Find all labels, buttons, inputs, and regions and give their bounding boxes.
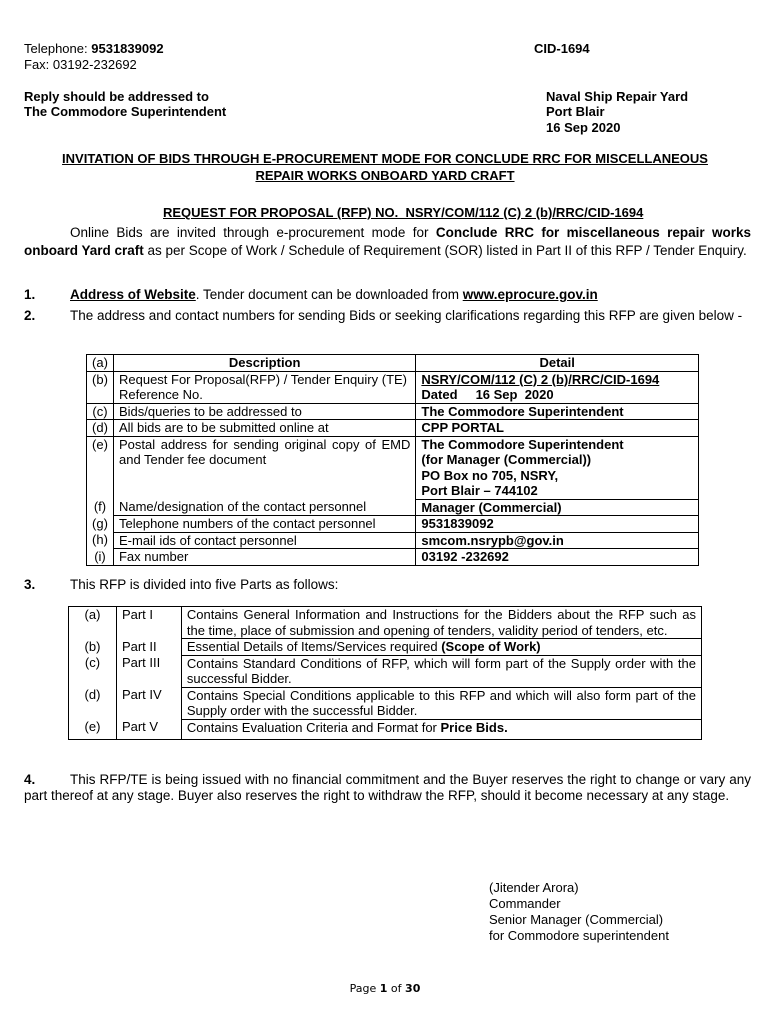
table-cell-key: (h) xyxy=(87,532,114,549)
rfp-reference: NSRY/COM/112 (C) 2 (b)/RRC/CID-1694 xyxy=(421,371,660,387)
fax-label: Fax: xyxy=(24,57,50,72)
telephone-line xyxy=(24,41,164,56)
table-cell-key: (d) xyxy=(87,420,114,437)
para-1 xyxy=(70,287,598,302)
table-row xyxy=(87,499,699,516)
detail-header: Detail xyxy=(416,355,699,372)
signature-block xyxy=(489,880,669,944)
para-3-text: This RFP is divided into five Parts as follows: xyxy=(70,577,339,592)
website-link[interactable]: www.eprocure.gov.in xyxy=(462,287,598,302)
intro-text-2: as per Scope of Work / Schedule of Requirement (SOR) listed in Part II of this RFP / Tender Enquiry. xyxy=(143,243,747,258)
table-row xyxy=(87,403,699,420)
part-desc-text: Contains Evaluation Criteria and Format for xyxy=(186,719,441,735)
table-row xyxy=(69,687,702,719)
org-line-2: Port Blair xyxy=(546,104,605,119)
fax-number: 03192-232692 xyxy=(52,57,137,72)
para-4-number: 4. xyxy=(24,772,36,787)
table-cell-detail[interactable]: smcom.nsrypb@gov.in xyxy=(416,532,699,549)
table-cell-desc: Bids/queries to be addressed to xyxy=(113,403,415,420)
table-cell-key: (c) xyxy=(87,403,114,420)
table-cell-desc: Postal address for sending original copy of EMD and Tender fee document xyxy=(113,436,415,499)
page-of-label: of xyxy=(387,982,406,995)
table-row xyxy=(87,371,699,403)
table-row xyxy=(87,355,699,372)
table-row xyxy=(87,436,699,499)
telephone-label: Telephone: xyxy=(24,41,88,56)
table-cell-key: (d) xyxy=(69,687,117,719)
table-row xyxy=(69,639,702,656)
table-cell-detail: 03192 -232692 xyxy=(416,549,699,566)
para-3-number: 3. xyxy=(24,577,36,592)
table-cell-key: (i) xyxy=(87,549,114,566)
table-cell-desc: Contains Special Conditions applicable to this RFP and which will also form part of the Supply order with the successful Bidder. xyxy=(181,687,701,719)
detail-line: (for Manager (Commercial)) xyxy=(421,452,592,467)
table-cell-detail xyxy=(416,436,699,499)
intro-bold-text: Conclude RRC for miscellaneous repair works onboard Yard craft xyxy=(24,225,751,258)
signatory-for-line: for Commodore superintendent xyxy=(489,928,669,943)
detail-line: PO Box no 705, NSRY, xyxy=(421,467,559,483)
part-desc-text: Essential Details of Items/Services required xyxy=(186,639,442,654)
cid-number: CID-1694 xyxy=(534,41,590,56)
part-desc-bold: Price Bids. xyxy=(440,719,508,735)
table-row xyxy=(69,607,702,639)
table-row xyxy=(69,719,702,740)
fax-line xyxy=(24,57,137,72)
intro-text-1: Online Bids are invited through e-procurement mode for xyxy=(70,225,436,240)
para-2 xyxy=(24,307,751,324)
para-2-number: 2. xyxy=(24,308,36,323)
table-cell-key: (b) xyxy=(87,371,114,403)
signatory-name: (Jitender Arora) xyxy=(489,880,579,895)
table-cell-desc: Request For Proposal(RFP) / Tender Enquiry (TE) Reference No. xyxy=(113,371,415,403)
table-cell-key: (g) xyxy=(87,516,114,533)
table-cell-detail: Manager (Commercial) xyxy=(416,499,699,516)
table-cell-desc: Fax number xyxy=(113,549,415,566)
intro-paragraph xyxy=(24,224,751,260)
para-4 xyxy=(24,772,751,804)
table-row xyxy=(87,516,699,533)
page-label: Page xyxy=(349,982,380,995)
table-cell-key: (a) xyxy=(87,355,114,372)
para-4-text: This RFP/TE is being issued with no financial commitment and the Buyer reserves the right to change or vary any part thereof at any stage. Buyer also reserves the right to withdraw the RFP, should it become necessary at any stage. xyxy=(24,772,751,803)
org-line-1: Naval Ship Repair Yard xyxy=(546,89,689,104)
table-cell-key: (e) xyxy=(87,436,114,499)
document-title-line-1: INVITATION OF BIDS THROUGH E-PROCUREMENT MODE FOR CONCLUDE RRC FOR MISCELLANEOUS xyxy=(62,151,708,166)
table-cell-desc: E-mail ids of contact personnel xyxy=(113,532,415,549)
table-cell-part: Part III xyxy=(116,655,181,687)
detail-line: The Commodore Superintendent xyxy=(421,436,624,452)
table-cell-detail: The Commodore Superintendent xyxy=(416,403,699,420)
table-cell-desc xyxy=(181,719,701,740)
detail-line: Port Blair – 744102 xyxy=(421,483,538,498)
website-label: Address of Website xyxy=(70,287,196,302)
description-header: Description xyxy=(113,355,415,372)
table-row xyxy=(87,549,699,566)
signatory-designation: Senior Manager (Commercial) xyxy=(489,912,664,927)
page-number xyxy=(0,982,770,995)
table-cell-part: Part II xyxy=(116,639,181,656)
table-row xyxy=(87,532,699,549)
reply-line-1: Reply should be addressed to xyxy=(24,89,209,104)
para-2-text: The address and contact numbers for sending Bids or seeking clarifications regarding this RFP are given below - xyxy=(70,308,743,323)
table-cell-detail: 9531839092 xyxy=(416,516,699,533)
table-cell-key: (b) xyxy=(69,639,117,656)
table-cell-key: (f) xyxy=(87,499,114,516)
rfp-parts-table xyxy=(68,606,702,740)
table-cell-key: (c) xyxy=(69,655,117,687)
table-cell-desc: Telephone numbers of the contact personnel xyxy=(113,516,415,533)
table-cell-key: (e) xyxy=(69,719,117,740)
table-cell-part: Part IV xyxy=(116,687,181,719)
table-cell-desc: Contains General Information and Instructions for the Bidders about the RFP such as the time, place of submission and opening of tenders, validity period of tenders, etc. xyxy=(181,607,701,639)
signatory-rank: Commander xyxy=(489,896,561,911)
letter-date: 16 Sep 2020 xyxy=(546,120,621,135)
para-1-text: . Tender document can be downloaded from xyxy=(195,287,463,302)
table-cell-detail xyxy=(416,371,699,403)
page-current: 1 xyxy=(379,982,388,995)
table-row xyxy=(69,655,702,687)
page-total: 30 xyxy=(405,982,421,995)
rfp-number-title: REQUEST FOR PROPOSAL (RFP) NO. NSRY/COM/112 (C) 2 (b)/RRC/CID-1694 xyxy=(163,205,644,220)
table-cell-part: Part V xyxy=(116,719,181,740)
table-cell-desc: All bids are to be submitted online at xyxy=(113,420,415,437)
contact-details-table xyxy=(86,354,699,566)
table-cell-detail: CPP PORTAL xyxy=(416,420,699,437)
document-title-line-2: REPAIR WORKS ONBOARD YARD CRAFT xyxy=(255,168,515,183)
reply-line-2: The Commodore Superintendent xyxy=(24,104,227,119)
table-cell-desc: Name/designation of the contact personnel xyxy=(113,499,415,516)
table-cell-key: (a) xyxy=(69,607,117,639)
table-cell-desc: Contains Standard Conditions of RFP, which will form part of the Supply order with the successful Bidder. xyxy=(181,655,701,687)
telephone-number: 9531839092 xyxy=(91,41,164,56)
part-desc-bold: (Scope of Work) xyxy=(441,639,541,654)
table-cell-desc xyxy=(181,639,701,656)
para-1-number: 1. xyxy=(24,287,36,302)
rfp-dated: Dated 16 Sep 2020 xyxy=(421,387,554,402)
table-row xyxy=(87,420,699,437)
table-cell-part: Part I xyxy=(116,607,181,639)
